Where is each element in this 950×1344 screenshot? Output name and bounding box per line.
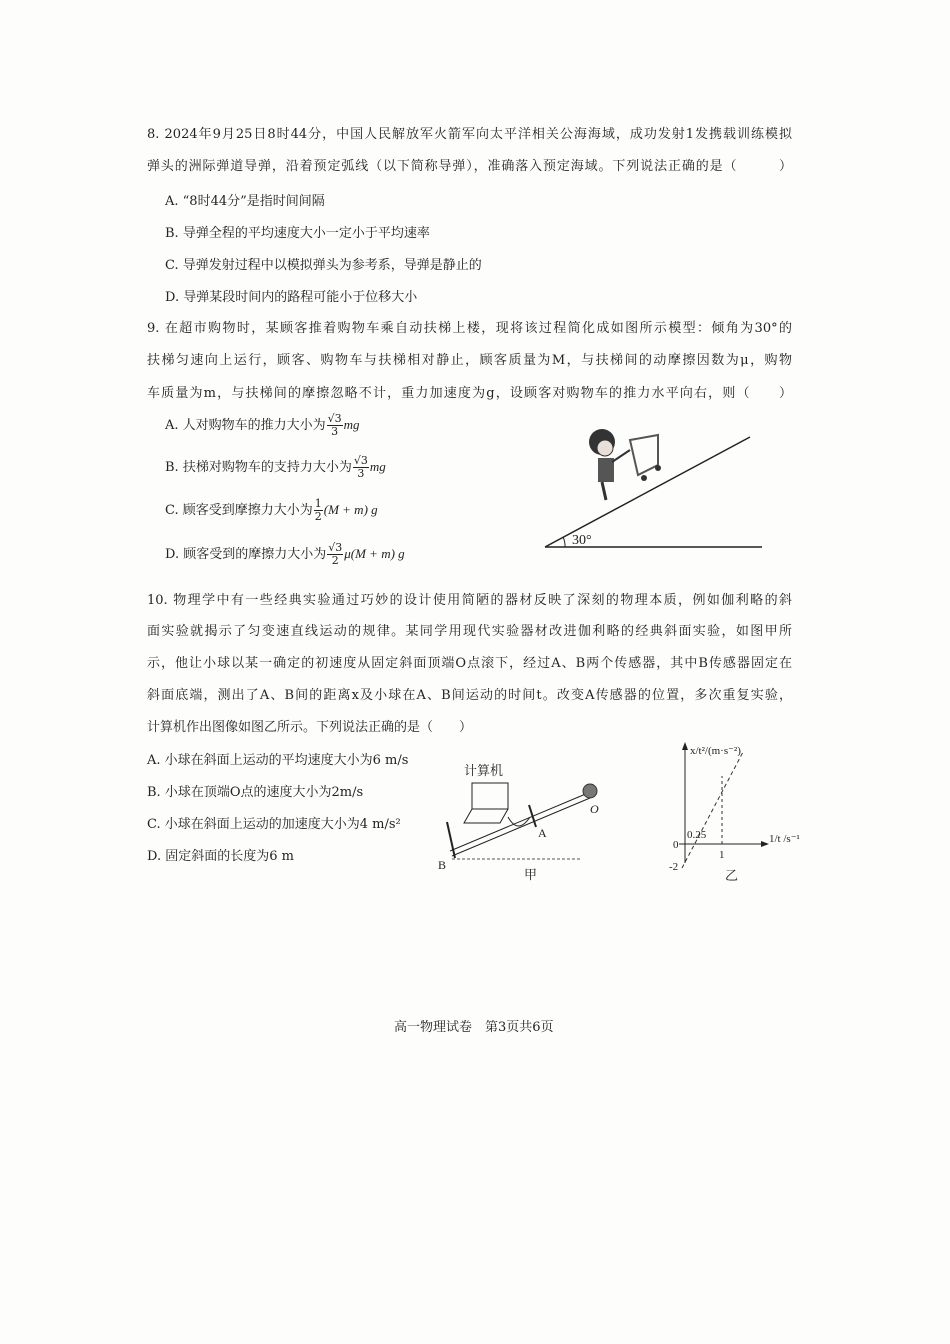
q8-option-c: C. 导弹发射过程中以模拟弹头为参考系，导弹是静止的 bbox=[165, 258, 482, 273]
svg-text:计算机: 计算机 bbox=[464, 763, 504, 778]
q10-option-c: C. 小球在斜面上运动的加速度大小为4 m/s² bbox=[147, 817, 401, 832]
q9-stem-line: 9. 在超市购物时，某顾客推着购物车乘自动扶梯上楼，现将该过程简化成如图所示模型：倾角为30°的 bbox=[147, 321, 792, 336]
svg-text:O: O bbox=[590, 802, 599, 816]
q9-option-c: C. 顾客受到摩擦力大小为 $\frac{1}{2}$ (M + m) g bbox=[165, 497, 378, 523]
q8-option-a: A. “8时44分”是指时间间隔 bbox=[165, 194, 325, 209]
q10-option-b: B. 小球在顶端O点的速度大小为2m/s bbox=[147, 785, 364, 800]
svg-text:-2: -2 bbox=[669, 861, 679, 873]
q8-stem-line: 弹头的洲际弹道导弹，沿着预定弧线（以下简称导弹），准确落入预定海域。下列说法正确的是（ ） bbox=[147, 159, 792, 174]
q9-stem-line: 车质量为m，与扶梯间的摩擦忽略不计，重力加速度为g，设顾客对购物车的推力水平向右，则（ ） bbox=[147, 386, 792, 401]
q9-stem-line: 扶梯匀速向上运行，顾客、购物车与扶梯相对静止，顾客质量为M，与扶梯间的动摩擦因数为μ，购物 bbox=[147, 353, 792, 368]
q10-stem-line: 面实验就揭示了匀变速直线运动的规律。某同学用现代实验器材改进伽利略的经典斜面实验，如图甲所 bbox=[147, 624, 792, 639]
q9-option-a: A. 人对购物车的推力大小为 $\frac{√3}{3}$ mg bbox=[165, 412, 360, 438]
incline-experiment-figure-jia bbox=[430, 755, 620, 885]
q10-stem-line: 示，他让小球以某一确定的初速度从固定斜面顶端O点滚下，经过A、B两个传感器，其中B传感器固定在 bbox=[147, 656, 792, 671]
shopper-with-cart-illustration bbox=[589, 429, 661, 500]
q10-stem-line: 斜面底端，测出了A、B间的距离x及小球在A、B间运动的时间t。改变A传感器的位置，多次重复实验， bbox=[147, 688, 792, 703]
svg-text:1/t /s⁻¹: 1/t /s⁻¹ bbox=[769, 833, 800, 845]
svg-text:x/t²/(m·s⁻²): x/t²/(m·s⁻²) bbox=[690, 745, 741, 757]
q8-stem-line: 8. 2024年9月25日8时44分，中国人民解放军火箭军向太平洋相关公海海域，成功发射1发携载训练模拟 bbox=[147, 127, 792, 142]
q10-option-d: D. 固定斜面的长度为6 m bbox=[147, 849, 294, 864]
q9-option-b: B. 扶梯对购物车的支持力大小为 $\frac{√3}{3}$ mg bbox=[165, 454, 386, 480]
svg-text:1: 1 bbox=[719, 849, 725, 861]
svg-text:30°: 30° bbox=[572, 533, 592, 548]
svg-text:0: 0 bbox=[673, 839, 679, 851]
q10-stem-line: 计算机作出图像如图乙所示。下列说法正确的是（ ） bbox=[147, 720, 473, 735]
graph-figure-yi bbox=[665, 738, 800, 888]
q8-option-d: D. 导弹某段时间内的路程可能小于位移大小 bbox=[165, 290, 418, 305]
escalator-figure bbox=[540, 420, 770, 555]
svg-text:甲: 甲 bbox=[524, 867, 538, 882]
page-footer: 高一物理试卷 第3页共6页 bbox=[394, 1020, 554, 1035]
q10-stem-line: 10. 物理学中有一些经典实验通过巧妙的设计使用简陋的器材反映了深刻的物理本质，例如伽利略的斜 bbox=[147, 593, 792, 608]
svg-text:A: A bbox=[538, 826, 547, 840]
q10-option-a: A. 小球在斜面上运动的平均速度大小为6 m/s bbox=[147, 753, 409, 768]
svg-text:乙: 乙 bbox=[725, 868, 739, 883]
q8-option-b: B. 导弹全程的平均速度大小一定小于平均速率 bbox=[165, 226, 430, 241]
q9-option-d: D. 顾客受到的摩擦力大小为 $\frac{√3}{2}$ μ(M + m) g bbox=[165, 541, 405, 567]
svg-text:B: B bbox=[438, 858, 447, 872]
svg-text:0.25: 0.25 bbox=[687, 829, 707, 841]
